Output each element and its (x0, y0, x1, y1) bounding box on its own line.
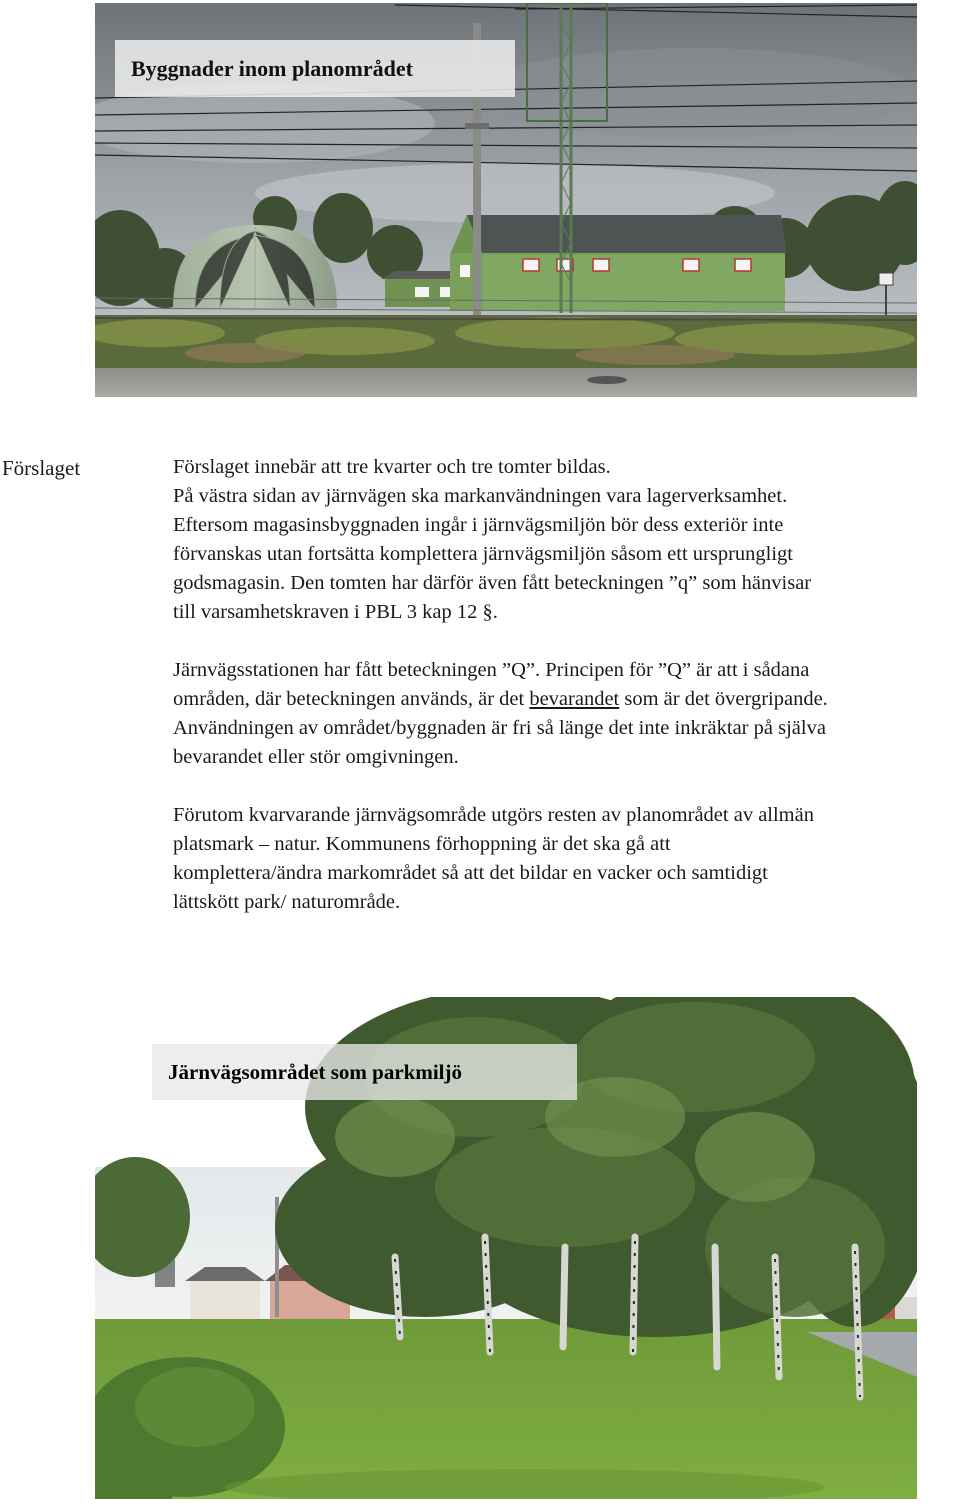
text-line: bevarandet eller stör omgivningen. (173, 746, 459, 768)
section-label: Förslaget (2, 456, 81, 480)
text-line: Användningen av området/byggnaden är fri så länge det inte inkräktar på själva (173, 717, 826, 739)
text-line: platsmark – natur. Kommunens förhoppning är det ska gå att (173, 833, 671, 855)
paragraph-3 (173, 801, 958, 917)
text-fragment: som är det övergripande. (619, 688, 828, 710)
text-line: komplettera/ändra markområdet så att det bildar en vacker och samtidigt (173, 862, 768, 884)
text-line: Järnvägsstationen har fått beteckningen ”Q”. Principen för ”Q” är att i sådana (173, 659, 810, 681)
text-fragment: områden, där beteckningen används, är det (173, 688, 530, 710)
underlined-term: bevarandet (529, 688, 620, 710)
body-text (173, 453, 958, 946)
paragraph-1 (173, 453, 958, 627)
paragraph-2 (173, 656, 958, 772)
text-line: Eftersom magasinsbyggnaden ingår i järnvägsmiljön bör dess exteriör inte (173, 514, 784, 536)
text-line: På västra sidan av järnvägen ska markanvändningen vara lagerverksamhet. (173, 485, 788, 507)
text-line: Förslaget innebär att tre kvarter och tre tomter bildas. (173, 456, 611, 478)
photo-caption-park: Järnvägsområdet som parkmiljö (152, 1044, 577, 1100)
text-line: till varsamhetskraven i PBL 3 kap 12 §. (173, 601, 498, 623)
text-line: förvanskas utan fortsätta komplettera järnvägsmiljön såsom ett ursprungligt (173, 543, 793, 565)
text-line: godsmagasin. Den tomten har därför även fått beteckningen ”q” som hänvisar (173, 572, 812, 594)
photo-caption-buildings: Byggnader inom planområdet (115, 40, 515, 97)
text-line (173, 685, 958, 714)
text-line: Förutom kvarvarande järnvägsområde utgörs resten av planområdet av allmän (173, 804, 814, 826)
text-line: lättskött park/ naturområde. (173, 891, 401, 913)
